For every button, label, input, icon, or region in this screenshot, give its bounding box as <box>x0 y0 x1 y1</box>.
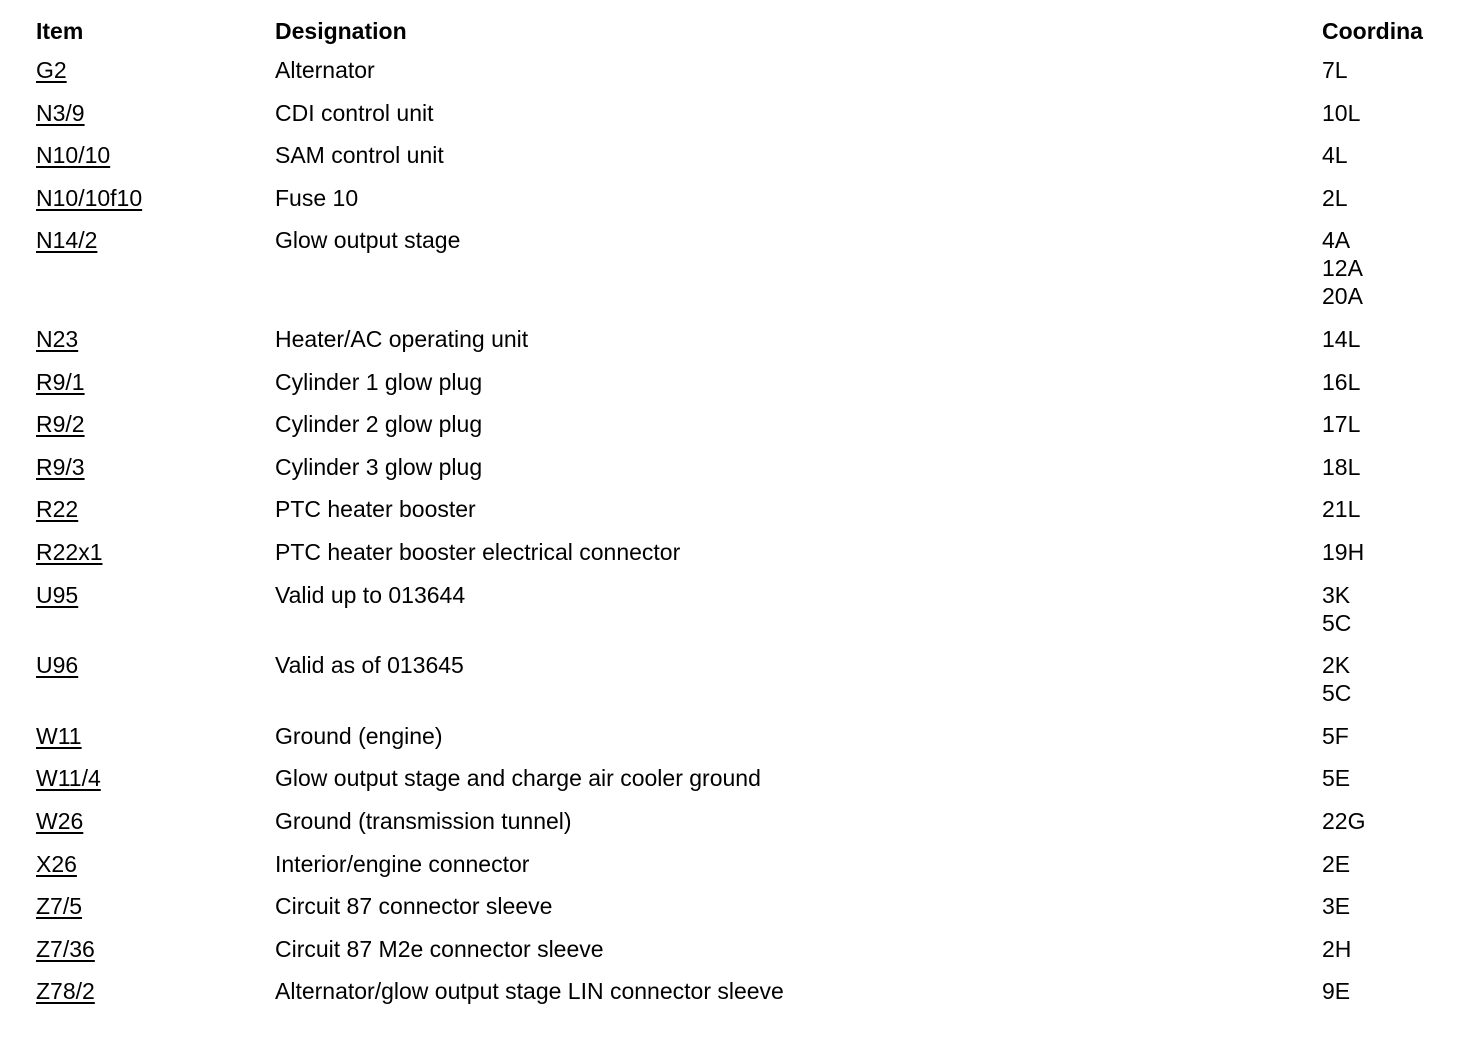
item-link[interactable]: Z7/5 <box>36 893 83 920</box>
designation-text: Circuit 87 connector sleeve <box>275 893 553 920</box>
coordinate-value: 16L <box>1322 368 1361 395</box>
item-link[interactable]: Z78/2 <box>36 978 95 1005</box>
designation-text: Interior/engine connector <box>275 850 530 877</box>
item-link[interactable]: N14/2 <box>36 227 98 254</box>
table-row <box>0 368 1472 411</box>
designation-text: Heater/AC operating unit <box>275 325 529 352</box>
item-link[interactable]: R9/2 <box>36 411 85 438</box>
designation-text: PTC heater booster electrical connector <box>275 538 681 565</box>
designation-text: Fuse 10 <box>275 184 359 211</box>
table-row <box>0 410 1472 453</box>
table-row <box>0 722 1472 765</box>
header-item: Item <box>36 18 84 44</box>
designation-text: Glow output stage <box>275 227 461 254</box>
designation-text: Glow output stage and charge air cooler ground <box>275 765 761 792</box>
item-link[interactable]: W11/4 <box>36 765 101 792</box>
header-coordinates: Coordina <box>1322 18 1423 44</box>
coordinate-value: 4A <box>1322 227 1351 254</box>
coordinates-cell <box>1322 368 1428 396</box>
coordinates-cell <box>1322 99 1428 127</box>
item-link[interactable]: X26 <box>36 850 77 877</box>
table-row <box>0 935 1472 978</box>
coordinate-value: 5C <box>1322 609 1352 636</box>
item-link[interactable]: R9/3 <box>36 453 85 480</box>
coordinate-value: 9E <box>1322 978 1351 1005</box>
table-row <box>0 495 1472 538</box>
coordinates-cell <box>1322 325 1428 353</box>
item-link[interactable]: W11 <box>36 722 82 749</box>
coordinates-cell <box>1322 807 1428 835</box>
item-link[interactable]: U96 <box>36 652 79 679</box>
item-link[interactable]: R22 <box>36 496 79 523</box>
designation-text: Cylinder 2 glow plug <box>275 411 483 438</box>
coordinates-cell <box>1322 56 1428 84</box>
coordinate-value: 4L <box>1322 142 1348 169</box>
designation-text: Ground (engine) <box>275 722 443 749</box>
designation-text: Valid up to 013644 <box>275 581 466 608</box>
coordinate-value: 14L <box>1322 325 1361 352</box>
coordinate-value: 2K <box>1322 652 1351 679</box>
coordinate-value: 3E <box>1322 893 1351 920</box>
legend-table-body <box>0 56 1472 1020</box>
designation-text: Valid as of 013645 <box>275 652 464 679</box>
coordinate-value: 18L <box>1322 453 1361 480</box>
coordinate-value: 5F <box>1322 722 1349 749</box>
table-row <box>0 764 1472 807</box>
designation-text: Circuit 87 M2e connector sleeve <box>275 935 604 962</box>
coordinate-value: 5C <box>1322 680 1352 707</box>
item-link[interactable]: R9/1 <box>36 368 85 395</box>
coordinate-value: 5E <box>1322 765 1351 792</box>
designation-text: Ground (transmission tunnel) <box>275 807 572 834</box>
table-row <box>0 892 1472 935</box>
table-row <box>0 56 1472 99</box>
coordinate-value: 20A <box>1322 283 1363 310</box>
coordinates-cell <box>1322 538 1428 566</box>
coordinates-cell <box>1322 722 1428 750</box>
table-row <box>0 538 1472 581</box>
item-link[interactable]: N10/10 <box>36 142 111 169</box>
table-row <box>0 977 1472 1020</box>
table-row <box>0 99 1472 142</box>
coordinates-cell <box>1322 764 1428 792</box>
designation-text: SAM control unit <box>275 142 444 169</box>
coordinates-cell <box>1322 935 1428 963</box>
coordinates-cell <box>1322 410 1428 438</box>
designation-text: Cylinder 1 glow plug <box>275 368 483 395</box>
coordinates-cell <box>1322 581 1428 637</box>
coordinates-cell <box>1322 892 1428 920</box>
table-row <box>0 141 1472 184</box>
item-link[interactable]: N23 <box>36 325 79 352</box>
coordinate-value: 17L <box>1322 411 1361 438</box>
coordinates-cell <box>1322 850 1428 878</box>
coordinate-value: 2E <box>1322 850 1351 877</box>
designation-text: PTC heater booster <box>275 496 476 523</box>
designation-text: CDI control unit <box>275 99 434 126</box>
coordinate-value: 19H <box>1322 538 1365 565</box>
designation-text: Alternator/glow output stage LIN connector sleeve <box>275 978 784 1005</box>
item-link[interactable]: U95 <box>36 581 79 608</box>
coordinates-cell <box>1322 977 1428 1005</box>
table-row <box>0 184 1472 227</box>
table-row <box>0 807 1472 850</box>
item-link[interactable]: W26 <box>36 807 84 834</box>
coordinates-cell <box>1322 495 1428 523</box>
designation-text: Alternator <box>275 57 375 83</box>
coordinate-value: 2L <box>1322 184 1348 211</box>
item-link[interactable]: Z7/36 <box>36 935 95 962</box>
item-link[interactable]: R22x1 <box>36 538 103 565</box>
coordinate-value: 7L <box>1322 57 1348 83</box>
coordinate-value: 3K <box>1322 581 1351 608</box>
coordinates-cell <box>1322 453 1428 481</box>
coordinates-cell <box>1322 141 1428 169</box>
table-row <box>0 453 1472 496</box>
table-row <box>0 226 1472 325</box>
coordinates-cell <box>1322 184 1428 212</box>
item-link[interactable]: N3/9 <box>36 99 85 126</box>
item-link[interactable]: N10/10f10 <box>36 184 143 211</box>
table-row <box>0 325 1472 368</box>
table-header <box>0 14 1472 48</box>
designation-text: Cylinder 3 glow plug <box>275 453 483 480</box>
coordinate-value: 10L <box>1322 99 1361 126</box>
item-link[interactable]: G2 <box>36 57 67 83</box>
coordinate-value: 22G <box>1322 807 1366 834</box>
coordinate-value: 12A <box>1322 255 1363 282</box>
coordinate-value: 21L <box>1322 496 1361 523</box>
coordinates-cell <box>1322 226 1428 310</box>
coordinate-value: 2H <box>1322 935 1352 962</box>
table-row <box>0 581 1472 652</box>
coordinates-cell <box>1322 651 1428 707</box>
header-designation: Designation <box>275 18 407 44</box>
table-row <box>0 850 1472 893</box>
table-row <box>0 651 1472 722</box>
